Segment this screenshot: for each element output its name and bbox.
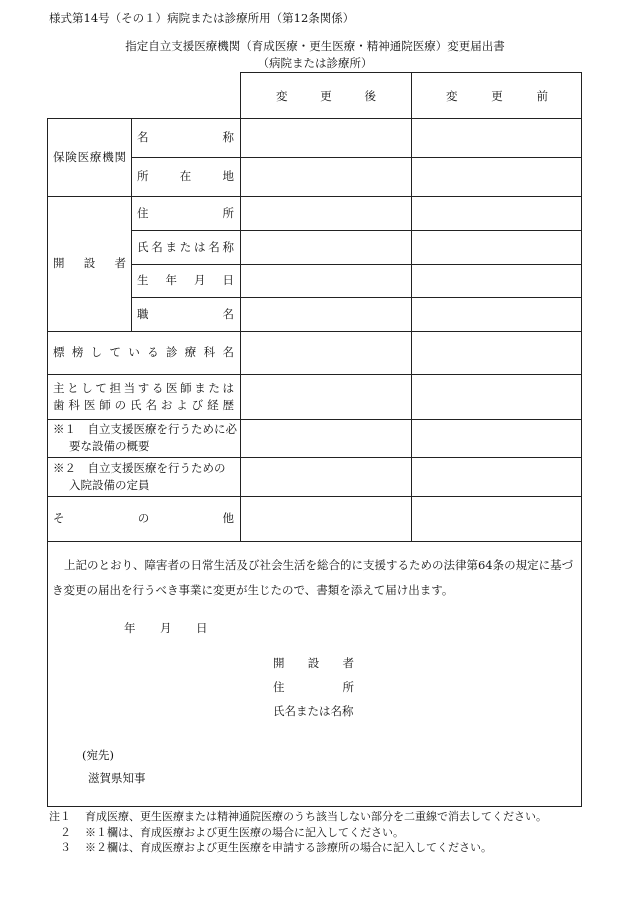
row-label-founder-address: 住 所: [137, 205, 234, 220]
signer-address-label: 住 所: [273, 680, 354, 694]
row-label-note2-beds: ※２ 自立支援医療を行うための 入院設備の定員: [53, 460, 226, 492]
row-label-facility-name: 名 称: [137, 130, 234, 144]
date-year-label: 年: [124, 621, 136, 635]
declaration-text: 上記のとおり、障害者の日常生活及び社会生活を総合的に支援するための法律第64条の規定に基づき変更の届出を行うべき事業に変更が生じたので、書類を添えて届け出ます。: [52, 558, 574, 597]
footnote-item: ３ ※２欄は、育成医療および更生医療を申請する診療所の場合に記入してください。: [49, 841, 492, 854]
signer-name-label: 氏名または名称: [273, 704, 354, 718]
addressee-label: (宛先): [82, 748, 114, 762]
row-label-founder-job: 職 名: [137, 306, 234, 321]
row-label-founder-birthdate: 生 年 月 日: [137, 273, 234, 287]
row-label-founder-name: 氏 名 ま た は 名 称: [137, 239, 234, 254]
row-group-founder: 開 設 者: [53, 256, 126, 270]
form-number: 様式第14号（その１）病院または診療所用（第12条関係）: [49, 11, 355, 25]
signer-title: 開 設 者: [273, 656, 354, 670]
row-label-facility-address: 所 在 地: [137, 169, 234, 183]
column-header-before: 変 更 前: [446, 88, 548, 103]
addressee-name: 滋賀県知事: [88, 771, 146, 785]
row-label-doctor: 主 と し て 担 当 す る 医 師 ま た は 歯 科 医 師 の 氏 名 お よ び 経 歴: [53, 380, 234, 412]
footnotes: [49, 809, 547, 856]
row-label-note1-equipment: ※１ 自立支援医療を行うために必 要な設備の概要: [53, 422, 237, 453]
row-label-other: そ の 他: [53, 511, 234, 525]
date-day-label: 日: [196, 621, 208, 635]
form-subtitle: （病院または診療所）: [257, 56, 373, 70]
row-label-departments: 標 榜 し て い る 診 療 科 名: [53, 345, 234, 359]
form-title: 指定自立支援医療機関（育成医療・更生医療・精神通院医療）変更届出書: [125, 39, 505, 53]
footnote-item: 注１ 育成医療、更生医療または精神通院医療のうち該当しない部分を二重線で消去してください。: [49, 810, 547, 823]
row-group-insurance-facility: 保 険 医 療 機 関: [53, 149, 126, 164]
date-month-label: 月: [160, 621, 172, 635]
column-header-after: 変 更 後: [276, 88, 376, 103]
footnote-item: ２ ※１欄は、育成医療および更生医療の場合に記入してください。: [49, 825, 404, 839]
